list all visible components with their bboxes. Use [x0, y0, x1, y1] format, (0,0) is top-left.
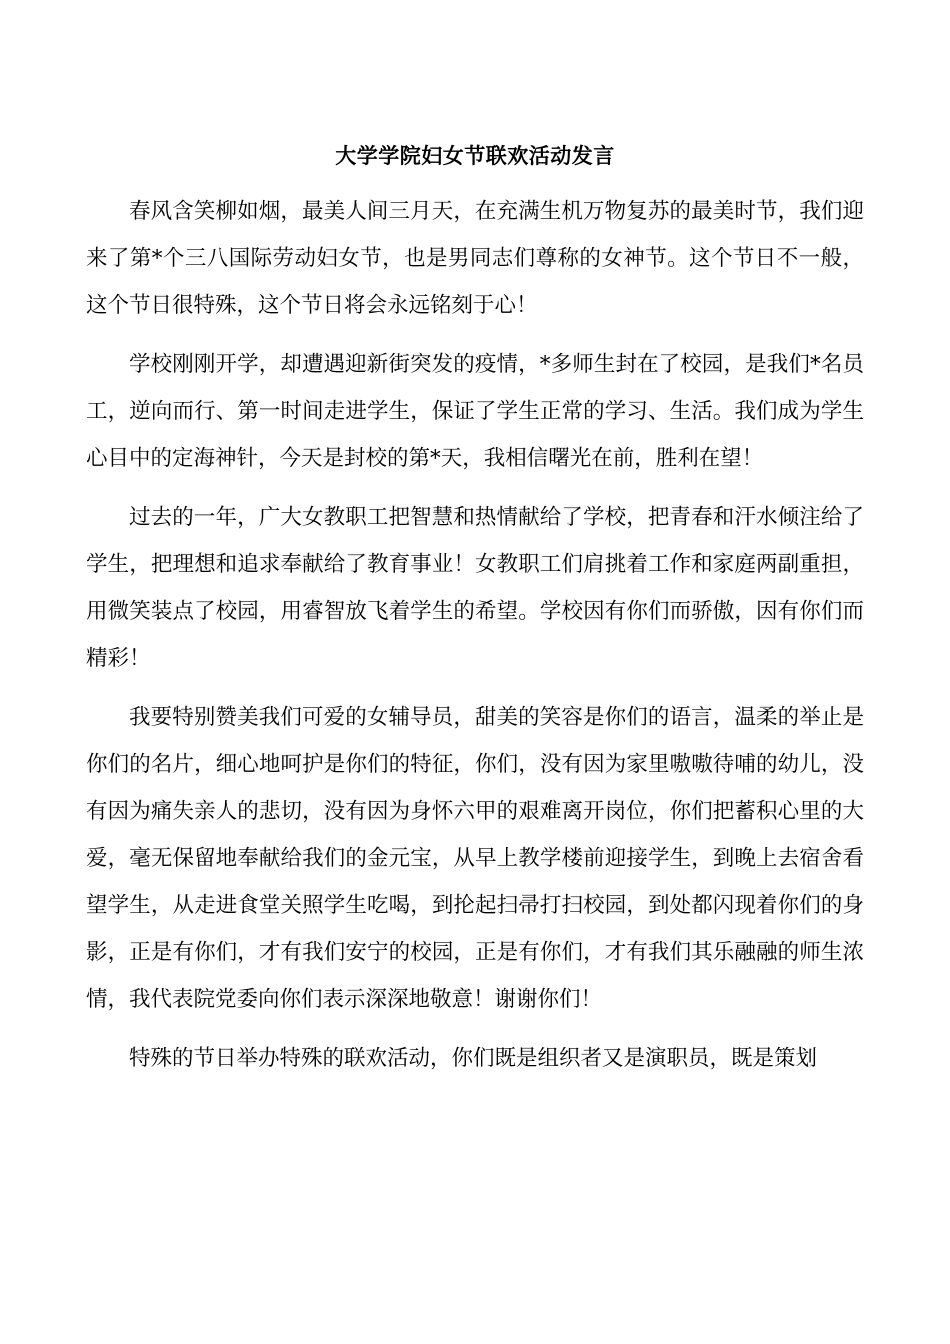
paragraph-1: 春风含笑柳如烟，最美人间三月天，在充满生机万物复苏的最美时节，我们迎来了第*个三八国际劳动妇女节，也是男同志们尊称的女神节。这个节日不一般，这个节日很特殊，这个节日将会永远铭刻于心！ — [86, 199, 864, 318]
paragraph-5: 特殊的节日举办特殊的联欢活动，你们既是组织者又是演职员，既是策划 — [129, 1046, 818, 1071]
paragraph-4: 我要特别赞美我们可爱的女辅导员，甜美的笑容是你们的语言，温柔的举止是你们的名片，细心地呵护是你们的特征，你们，没有因为家里嗷嗷待哺的幼儿，没有因为痛失亲人的悲切，没有因为身怀六甲的艰难离开岗位，你们把蓄积心里的大爱，毫无保留地奉献给我们的金元宝，从早上教学楼前迎接学生，到晚上去宿舍看望学生，从走进食堂关照学生吃喝，到抡起扫帚打扫校园，到处都闪现着你们的身影，正是有你们，才有我们安宁的校园，正是有你们，才有我们其乐融融的师生浓情，我代表院党委向你们表示深深地敬意！谢谢你们！ — [86, 705, 864, 1012]
document-body — [86, 188, 864, 1082]
paragraph-2: 学校刚刚开学，却遭遇迎新街突发的疫情，*多师生封在了校园，是我们*名员工，逆向而行、第一时间走进学生，保证了学生正常的学习、生活。我们成为学生心目中的定海神针，今天是封校的第*天，我相信曙光在前，胜利在望！ — [86, 352, 864, 471]
paragraph-3: 过去的一年，广大女教职工把智慧和热情献给了学校，把青春和汗水倾注给了学生，把理想和追求奉献给了教育事业！女教职工们肩挑着工作和家庭两副重担，用微笑装点了校园，用睿智放飞着学生的希望。学校因有你们而骄傲，因有你们而精彩！ — [86, 505, 864, 671]
document-title: 大学学院妇女节联欢活动发言 — [335, 143, 615, 168]
